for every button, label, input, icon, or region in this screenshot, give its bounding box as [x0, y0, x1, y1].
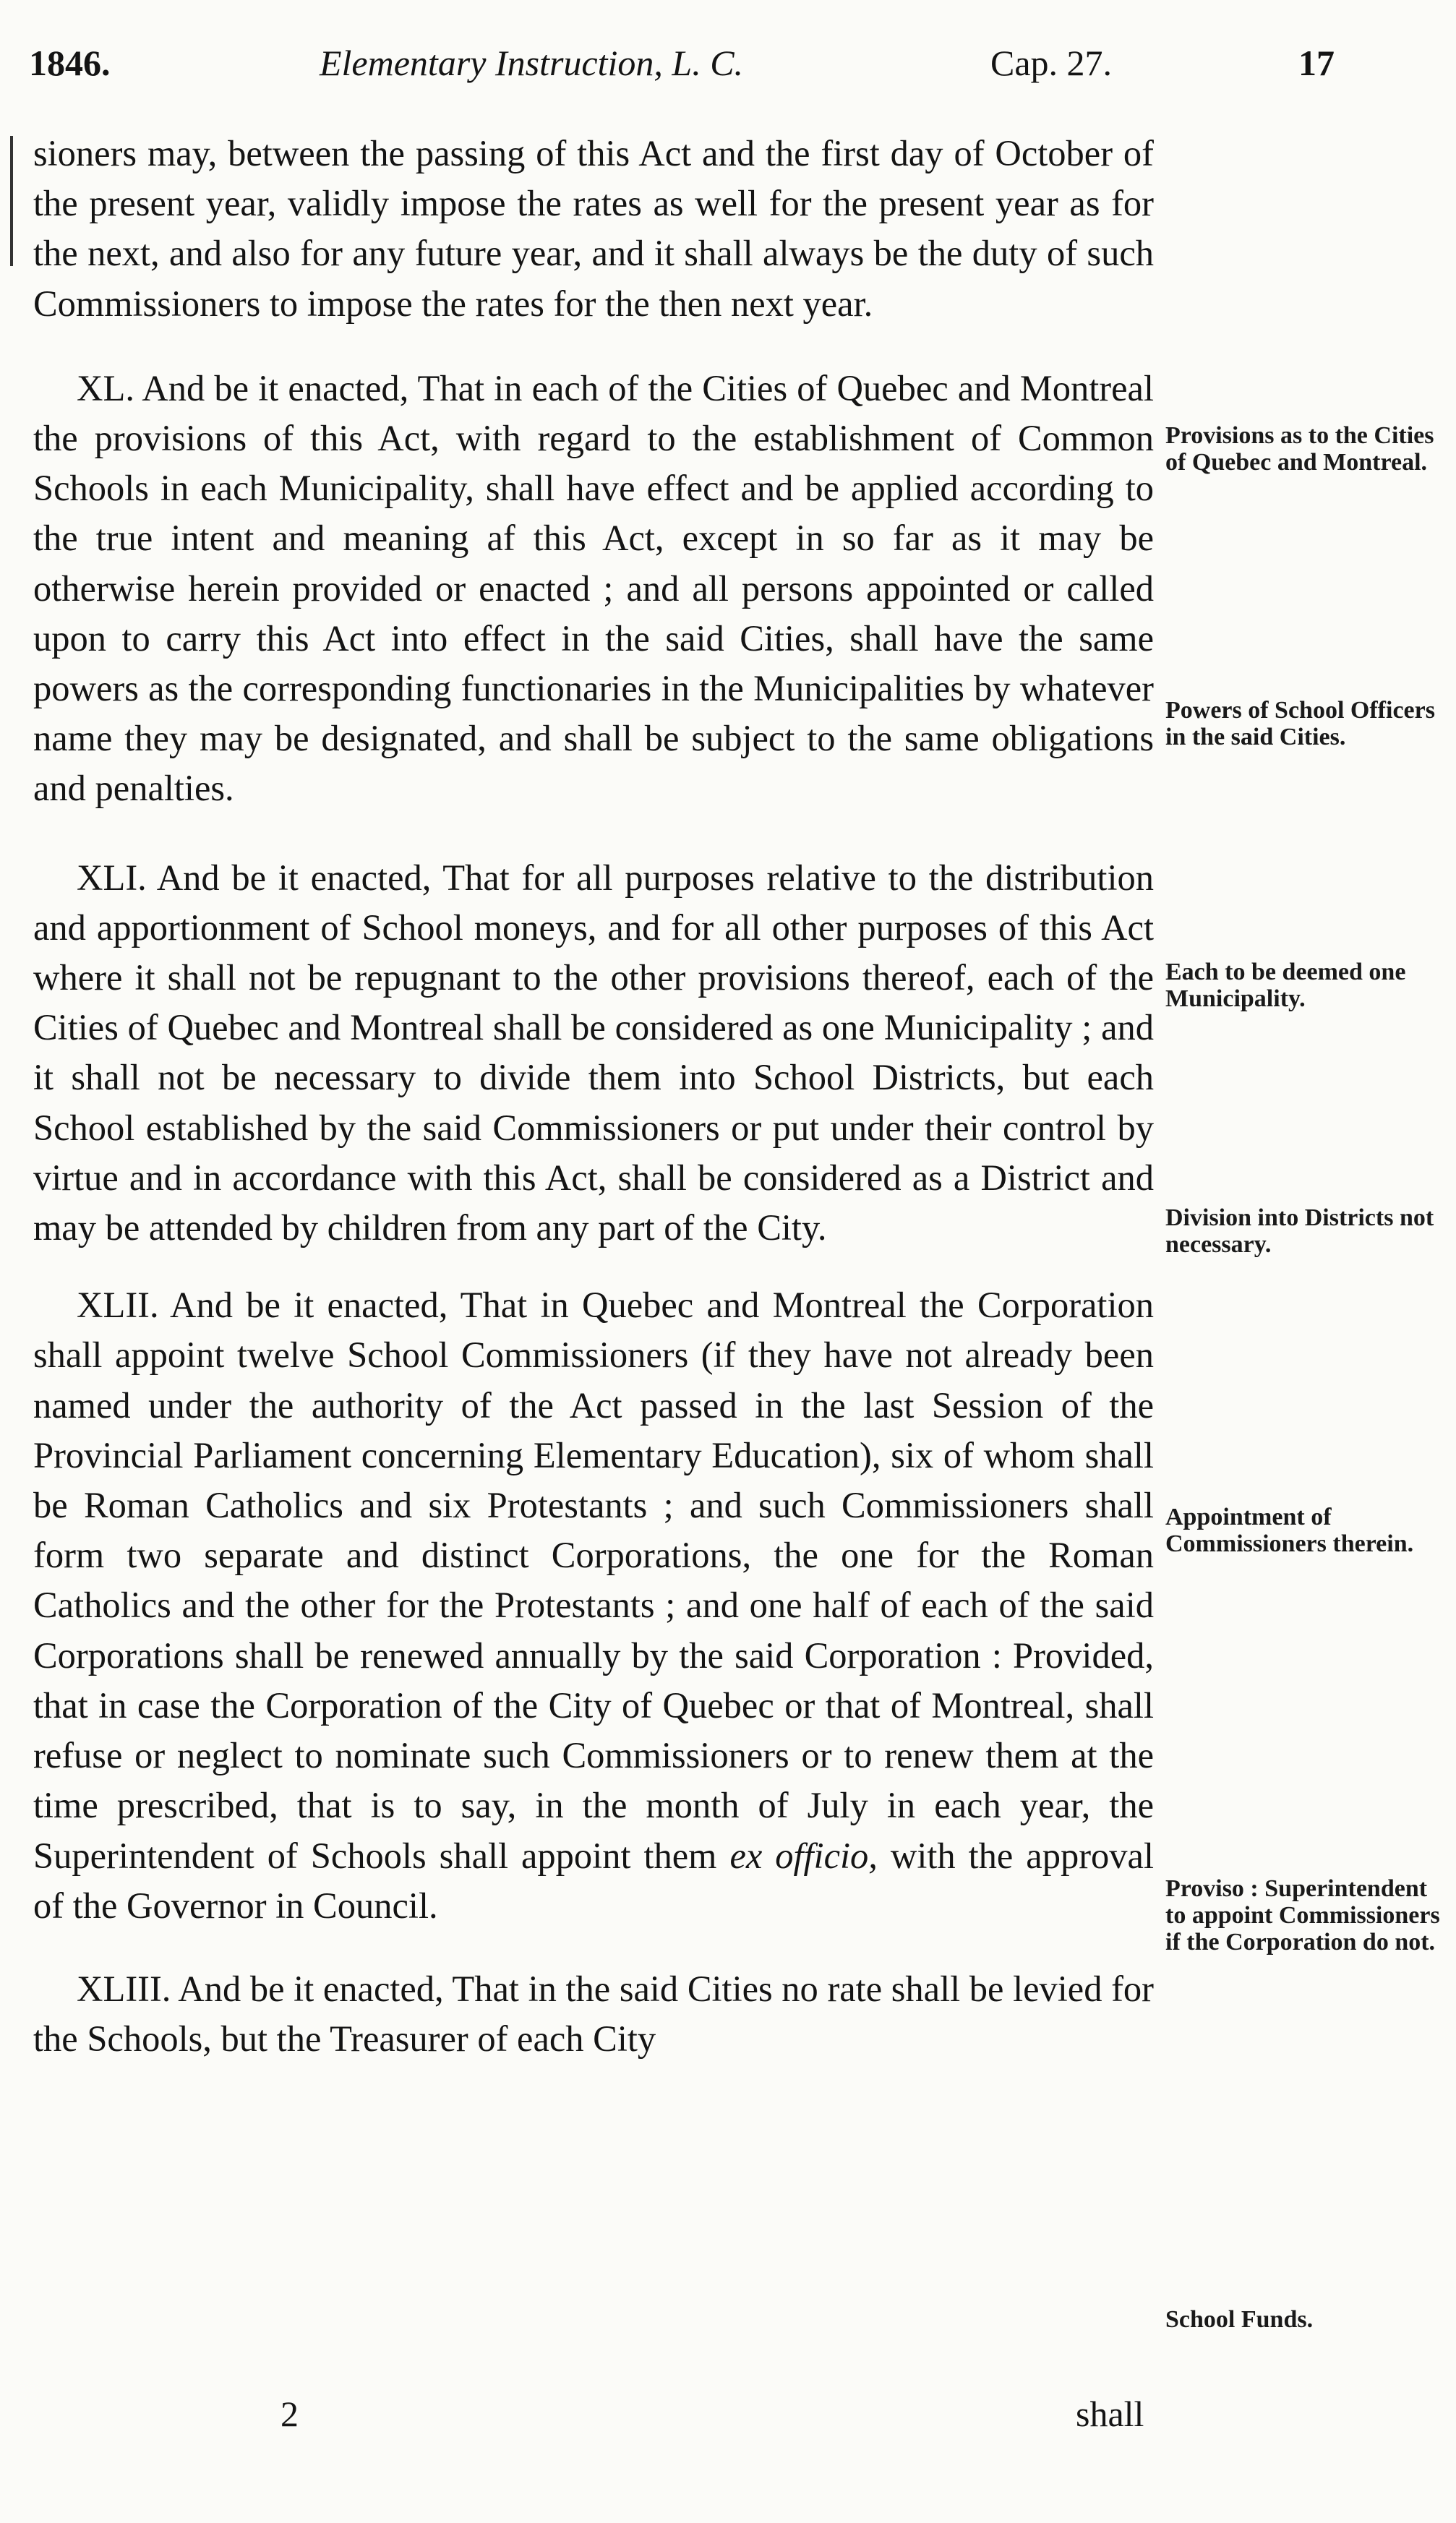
section-XLIII: XLIII. And be it enacted, That in the said Cities no rate shall be levied for the Schools, but the Treasurer of each City [33, 1968, 1154, 2060]
margin-note-division: Division into Districts not necessary. [1165, 1204, 1434, 1258]
margin-note-appointment: Appointment of Commissioners therein. [1165, 1504, 1414, 1557]
paragraph-continuation: sioners may, between the passing of this Act and the first day of October of the present year, validly impose the rates as well for the present year as for the next, and also for any future year, and it shall always be the duty of such Commissioners to impose the rates for the then next year. [33, 133, 1154, 324]
margin-note-provisions: Provisions as to the Cities of Quebec and Montreal. [1165, 422, 1434, 476]
header-year: 1846. [29, 43, 111, 83]
signature-mark: 2 [281, 2394, 299, 2434]
header-title: Elementary Instruction, L. C. [320, 43, 744, 83]
section-XLII-italic: ex officio, [729, 1835, 878, 1876]
margin-note-each: Each to be deemed one Municipality. [1165, 959, 1406, 1012]
margin-note-funds: School Funds. [1165, 2306, 1314, 2333]
section-XLI: XLI. And be it enacted, That for all purposes relative to the distribution and apportionment of School moneys, and for all other purposes of this Act where it shall not be repugnant to the other provisions thereof, each of the Cities of Quebec and Montreal shall be considered as one Municipality ; and it shall not be necessary to divide them into School Districts, but each School established by the said Commissioners or put under their control by virtue and in accordance with this Act, shall be considered as a District and may be attended by children from any part of the City. [33, 857, 1154, 1248]
page-number: 17 [1298, 43, 1335, 83]
section-XL: XL. And be it enacted, That in each of the Cities of Quebec and Montreal the provisions of this Act, with regard to the establishment of Common Schools in each Municipality, shall have effect and be applied according to the true intent and meaning af this Act, except in so far as it may be otherwise herein provided or enacted ; and all persons appointed or called upon to carry this Act into effect in the said Cities, shall have the same powers as the corresponding functionaries in the Municipalities by whatever name they may be designated, and shall be subject to the same obligations and penalties. [33, 367, 1154, 809]
section-XLII [33, 1280, 1154, 1931]
header-chapter: Cap. 27. [990, 43, 1113, 83]
page-footer [0, 2393, 1157, 2443]
body-text [33, 129, 1154, 2064]
running-header [29, 42, 1359, 100]
section-XLII-text-end: with the approval of the Governor in Council. [33, 1835, 1154, 1926]
section-XLII-text: XLII. And be it enacted, That in Quebec and Montreal the Corporation shall appoint twelve School Commissioners (if they have not already been named under the authority of the Act passed in the last Session of the Provincial Parliament concerning Elementary Education), six of whom shall be Roman Catholics and six Protestants ; and such Commissioners shall form two separate and distinct Corporations, the one for the Roman Catholics and the other for the Protestants ; and one half of each of the said Corporations shall be renewed annually by the said Corporation : Provided, that in case the Corporation of the City of Quebec or that of Montreal, shall refuse or neglect to nominate such Commissioners or to renew them at the time prescribed, that is to say, in the month of July in each year, the Superintendent of Schools shall appoint them [33, 1285, 1154, 1876]
margin-rule-mark [10, 136, 13, 266]
margin-note-powers: Powers of School Officers in the said Cities. [1165, 697, 1435, 750]
catchword: shall [1076, 2394, 1144, 2434]
margin-note-proviso: Proviso : Superintendent to appoint Commissioners if the Corporation do not. [1165, 1875, 1440, 1956]
